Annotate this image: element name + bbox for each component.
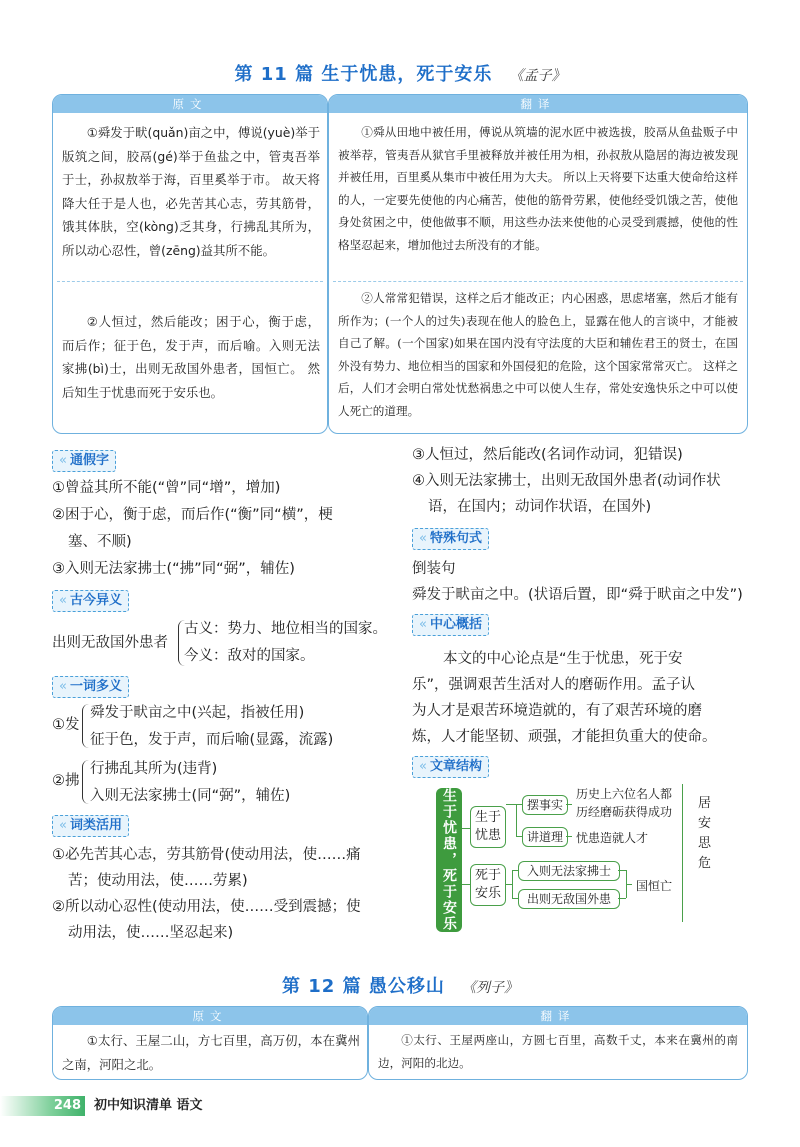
tongjia-item: ③入则无法家拂士(“拂”同“弼”，辅佐) xyxy=(52,561,295,577)
diagram-side-label: 居安思危 xyxy=(698,796,712,871)
diagram-node-a1-b1: 摆事实 xyxy=(522,795,568,815)
cilei-item: 动用法，使……坚忍起来) xyxy=(68,925,234,941)
article11-translation-panel xyxy=(328,94,748,434)
translation-header: 翻译 xyxy=(329,95,747,113)
diagram-node-a1 xyxy=(470,806,506,848)
tag-zhongxin: « 中心概括 xyxy=(412,614,489,636)
page-number: 248 xyxy=(0,1096,85,1116)
original-header: 原文 xyxy=(53,1007,367,1025)
tag-jiegou: « 文章结构 xyxy=(412,756,489,778)
translation-paragraph-1: ①舜从田地中被任用，傅说从筑墙的泥水匠中被选拔，胶鬲从鱼盐贩子中被举荐，管夷吾从狱官手里被释放并被任用为相，孙叔敖从隐居的海边被发现并被任用，百里奚从集市中被任用为大夫。 所以上天将要下达重大使命给这样的人，一定要先使他的内心痛苦，使他的筋骨劳累，使他经受饥饿之苦，使他身处贫困之中，使他做事不顺，用这些办法来使他的心灵受到震撼，使他的性格坚忍起来，增加他过去所没有的才能。 xyxy=(338,125,738,252)
diagram-text: 忧患造就人才 xyxy=(576,831,649,845)
gujin-phrase: 出则无敌国外患者 xyxy=(52,635,168,651)
connector xyxy=(618,870,626,871)
yici-meaning: 征于色，发于声，而后喻(显露，流露) xyxy=(90,732,334,748)
translation-paragraph-2: ②人常常犯错误，这样之后才能改正；内心困惑，思虑堵塞，然后才能有所作为；(一个人的过失)表现在他人的脸色上，显露在他人的言谈中，才能被自己了解。(一个国家)如果在国内没有守法度的大臣和辅佐君王的贤士，在国外没有势力、地位相当的国家和外国侵犯的危险，这个国家常常灭亡。 这样之后，人们才会明白常处忧愁祸患之中可以使人生存，常处安逸快乐之中可以使人死亡的道理。 xyxy=(338,291,738,418)
book-title: 初中知识清单 语文 xyxy=(94,1098,203,1113)
article12-translation-panel xyxy=(368,1006,748,1080)
gujin-modern: 今义：敌对的国家。 xyxy=(184,648,315,664)
yici-meaning: 入则无法家拂士(同“弼”，辅佐) xyxy=(90,788,291,804)
connector xyxy=(566,804,572,805)
diagram-node-a1-b2: 讲道理 xyxy=(522,827,568,847)
cilei-item: ③人恒过，然后能改(名词作动词，犯错误) xyxy=(412,447,683,463)
article11-original-panel xyxy=(52,94,328,434)
diagram-theme: 生于忧患，死于安乐 xyxy=(436,788,462,932)
connector xyxy=(566,836,572,837)
zhongxin-line: 为人才是艰苦环境造就的，有了艰苦环境的磨 xyxy=(412,703,702,719)
zhongxin-line: 本文的中心论点是“生于忧患，死于安 xyxy=(443,651,683,667)
gujin-ancient: 古义：势力、地位相当的国家。 xyxy=(184,621,387,637)
article12-source: 《列子》 xyxy=(461,980,518,996)
node-label: 生于忧患 xyxy=(474,810,501,843)
tag-yici: « 一词多义 xyxy=(52,676,129,698)
tag-teshu: « 特殊句式 xyxy=(412,528,489,550)
yici-word-2: ②拂 xyxy=(52,773,80,789)
node-label: 死于安乐 xyxy=(474,868,501,901)
original-paragraph-1: ①舜发于畎(quǎn)亩之中，傅说(yuè)举于版筑之间，胶鬲(gé)举于鱼盐之中，管夷吾举于士，孙叔敖举于海，百里奚举于市。 故天将降大任于是人也，必先苦其心志，劳其筋骨，饿其体肤，空(kòng)乏其身，行拂乱其所为，所以动心忍性，曾(zēng)益其所不能。 xyxy=(62,125,320,258)
zhongxin-line: 乐”，强调艰苦生活对人的磨砺作用。孟子认 xyxy=(412,677,696,693)
cilei-item: 语，在国内；动词作状语，在国外) xyxy=(428,499,652,515)
teshu-item: 倒装句 xyxy=(412,561,456,577)
divider xyxy=(57,281,323,282)
tongjia-item: ①曾益其所不能(“曾”同“增”，增加) xyxy=(52,480,281,496)
connector xyxy=(682,784,683,922)
cilei-item: 苦；使动用法，使……劳累) xyxy=(68,873,248,889)
article12-title xyxy=(0,972,800,998)
page-footer xyxy=(0,1096,800,1118)
connector xyxy=(512,870,513,898)
translation-header: 翻译 xyxy=(369,1007,747,1025)
article12-heading: 第 12 篇 愚公移山 xyxy=(282,976,445,997)
diagram-text: 国恒亡 xyxy=(636,879,673,893)
translation-paragraph-1: ①太行、王屋两座山，方圆七百里，高数千丈，本来在冀州的南边，河阳的北边。 xyxy=(378,1033,738,1070)
diagram-text: 历经磨砺获得成功 xyxy=(576,805,673,819)
diagram-node-a2 xyxy=(470,864,506,906)
original-paragraph-1: ①太行、王屋二山，方七百里，高万仞，本在冀州之南，河阳之北。 xyxy=(62,1033,360,1072)
article11-source: 《孟子》 xyxy=(509,68,566,84)
structure-diagram xyxy=(430,782,730,932)
original-header: 原文 xyxy=(53,95,327,113)
connector xyxy=(462,884,470,885)
yici-meaning: 舜发于畎亩之中(兴起，指被任用) xyxy=(90,705,305,721)
yici-meaning: 行拂乱其所为(违背) xyxy=(90,761,218,777)
original-paragraph-2: ②人恒过，然后能改；困于心，衡于虑，而后作；征于色，发于声，而后喻。入则无法家拂(bì)士，出则无敌国外患者，国恒亡。 然后知生于忧患而死于安乐也。 xyxy=(62,314,320,400)
cilei-item: ②所以动心忍性(使动用法，使……受到震撼；使 xyxy=(52,899,361,915)
article11-title xyxy=(0,60,800,86)
zhongxin-line: 炼，人才能坚韧、顽强，才能担负重大的使命。 xyxy=(412,729,717,745)
diagram-text: 历史上六位名人都 xyxy=(576,787,673,801)
cilei-item: ①必先苦其心志，劳其筋骨(使动用法，使……痛 xyxy=(52,847,361,863)
brace xyxy=(82,704,89,748)
tongjia-item: 塞、不顺) xyxy=(68,534,132,550)
teshu-item: 舜发于畎亩之中。(状语后置，即“舜于畎亩之中发”) xyxy=(412,587,743,603)
connector xyxy=(516,804,517,836)
brace xyxy=(82,760,89,804)
divider xyxy=(333,281,743,282)
cilei-item: ④入则无法家拂士，出则无敌国外患者(动词作状 xyxy=(412,473,721,489)
tag-tongjia: « 通假字 xyxy=(52,450,116,472)
tag-cilei: « 词类活用 xyxy=(52,815,129,837)
tongjia-item: ②困于心，衡于虑，而后作(“衡”同“横”，梗 xyxy=(52,507,333,523)
article12-original-panel xyxy=(52,1006,368,1080)
connector xyxy=(462,828,470,829)
yici-word-1: ①发 xyxy=(52,717,80,733)
article11-heading: 第 11 篇 生于忧患，死于安乐 xyxy=(234,64,493,85)
tag-gujin: « 古今异义 xyxy=(52,590,129,612)
diagram-node-a2-b2: 出则无敌国外患 xyxy=(518,889,620,909)
diagram-node-a2-b1: 入则无法家拂士 xyxy=(518,861,620,881)
connector xyxy=(618,898,626,899)
connector xyxy=(626,884,632,885)
connector xyxy=(506,804,516,805)
